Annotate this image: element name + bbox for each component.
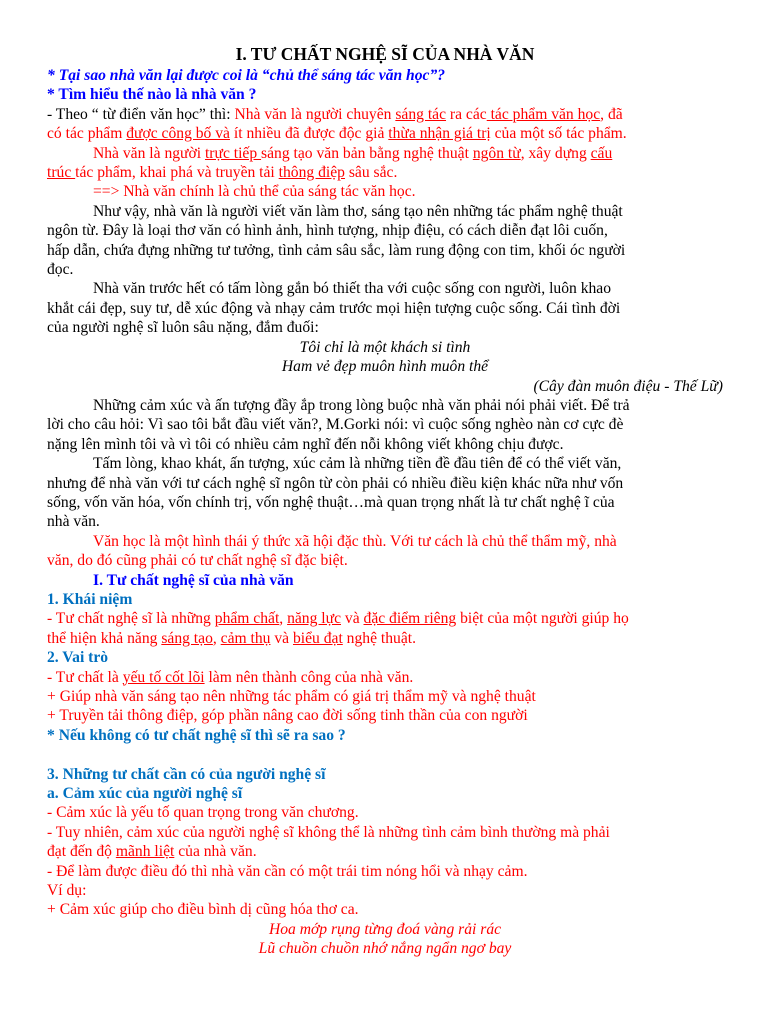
writer-role-line-1: Nhà văn là người trực tiếp sáng tạo văn bản bằng nghệ thuật ngôn từ, xây dựng cấu [93, 144, 613, 162]
poem-line: Hoa mớp rụng từng đoá vàng rải rác [268, 920, 502, 938]
writer-role-line-2: trúc tác phẩm, khai phá và truyền tải thông điệp sâu sắc. [47, 164, 398, 182]
concept-line-1: - Tư chất nghệ sĩ là những phẩm chất, năng lực và đặc điểm riêng biệt của một người giúp họ [47, 610, 629, 628]
paragraph-line: nhà văn. [47, 513, 100, 531]
role-line-3: + Truyền tải thông điệp, góp phần nâng cao đời sống tinh thần của con người [47, 707, 528, 725]
poem-line: Tôi chỉ là một khách si tình [299, 338, 471, 356]
question-what-is-writer: * Tìm hiểu thế nào là nhà văn ? [47, 86, 257, 104]
role-line-1: - Tư chất là yếu tố cốt lõi làm nên thành công của nhà văn. [47, 668, 414, 686]
paragraph-line: văn, do đó cũng phải có tư chất nghệ sĩ đặc biệt. [47, 552, 348, 570]
definition-line-1: - Theo “ từ điển văn học” thì: Nhà văn là người chuyên sáng tác ra các tác phẩm văn học, đã [47, 105, 623, 123]
section-title: I. Tư chất nghệ sĩ của nhà văn [93, 571, 294, 589]
emotion-line-6: + Cảm xúc giúp cho điều bình dị cũng hóa thơ ca. [47, 901, 359, 919]
emotion-line-2: - Tuy nhiên, cảm xúc của người nghệ sĩ không thể là những tình cảm bình thường mà phải [47, 823, 610, 841]
poem-line: Lũ chuồn chuồn nhớ nắng ngẩn ngơ bay [258, 940, 512, 958]
poem-line: Ham vẻ đẹp muôn hình muôn thể [281, 358, 489, 376]
paragraph-line: nặng lên mình tôi và vì tôi có nhiều cảm nghĩ đến nỗi không viết không chịu được. [47, 435, 564, 453]
paragraph-line: nhưng để nhà văn với tư cách nghệ sĩ ngôn từ còn phải có nhiều điều kiện khác nữa như vốn [47, 474, 624, 492]
paragraph-line: lời cho câu hỏi: Vì sao tôi bắt đầu viết văn?, M.Gorki nói: vì cuộc sống nghèo nàn cơ cực đè [47, 416, 624, 434]
emotion-line-3: đạt đến độ mãnh liệt của nhà văn. [47, 843, 257, 861]
paragraph-line: khắt cái đẹp, suy tư, dễ xúc động và nhạy cảm trước mọi hiện tượng cuộc sống. Cái tình đời [47, 299, 621, 317]
paragraph-line: Văn học là một hình thái ý thức xã hội đặc thù. Với tư cách là chủ thể thẩm mỹ, nhà [93, 532, 617, 550]
example-label: Ví dụ: [47, 882, 87, 900]
question-author-subject: * Tại sao nhà văn lại được coi là “chủ thể sáng tác văn học”? [47, 67, 446, 84]
paragraph-line: của người nghệ sĩ luôn sâu nặng, đắm đuối: [47, 319, 319, 337]
writer-conclusion: ==> Nhà văn chính là chủ thể của sáng tác văn học. [93, 183, 416, 201]
heading-qualities: 3. Những tư chất cần có của người nghệ sĩ [47, 765, 326, 783]
blank-line [47, 745, 723, 764]
emotion-line-1: - Cảm xúc là yếu tố quan trọng trong văn chương. [47, 804, 359, 822]
emotion-line-4: - Để làm được điều đó thì nhà văn cần có một trái tim nóng hổi và nhạy cảm. [47, 862, 528, 880]
heading-emotion: a. Cảm xúc của người nghệ sĩ [47, 785, 243, 803]
poem-source: (Cây đàn muôn điệu - Thế Lữ) [533, 377, 723, 395]
heading-concept: 1. Khái niệm [47, 590, 133, 608]
role-line-2: + Giúp nhà văn sáng tạo nên những tác phẩm có giá trị thẩm mỹ và nghệ thuật [47, 688, 536, 705]
document-page [47, 44, 723, 959]
paragraph-line: sống, vốn văn hóa, vốn chính trị, vốn nghệ thuật…mà quan trọng nhất là tư chất nghệ ĩ của [47, 493, 615, 511]
concept-line-2: thể hiện khả năng sáng tạo, cảm thụ và biểu đạt nghệ thuật. [47, 629, 416, 647]
paragraph-line: hấp dẫn, chứa đựng những tư tưởng, tình cảm sâu sắc, làm rung động con tim, khối óc người [47, 241, 626, 259]
heading-role: 2. Vai trò [47, 649, 109, 667]
paragraph-line: Như vậy, nhà văn là người viết văn làm thơ, sáng tạo nên những tác phẩm nghệ thuật [93, 202, 623, 220]
question-without-talent: * Nếu không có tư chất nghệ sĩ thì sẽ ra sao ? [47, 726, 346, 744]
paragraph-line: đọc. [47, 261, 74, 279]
paragraph-line: ngôn từ. Đây là loại thơ văn có hình ảnh, hình tượng, nhịp điệu, có cách diễn đạt lôi cuốn, [47, 222, 608, 240]
paragraph-line: Tấm lòng, khao khát, ấn tượng, xúc cảm là những tiền đề đầu tiên để có thể viết văn, [93, 455, 622, 473]
page-title: I. TƯ CHẤT NGHỆ SĨ CỦA NHÀ VĂN [235, 44, 535, 64]
paragraph-line: Những cảm xúc và ấn tượng đầy ắp trong lòng buộc nhà văn phải nói phải viết. Để trả [93, 396, 630, 414]
paragraph-line: Nhà văn trước hết có tấm lòng gắn bó thiết tha với cuộc sống con người, luôn khao [93, 280, 612, 298]
definition-line-2: có tác phẩm được công bố và ít nhiều đã được độc giả thừa nhận giá trị của một số tác phẩm. [47, 125, 627, 143]
